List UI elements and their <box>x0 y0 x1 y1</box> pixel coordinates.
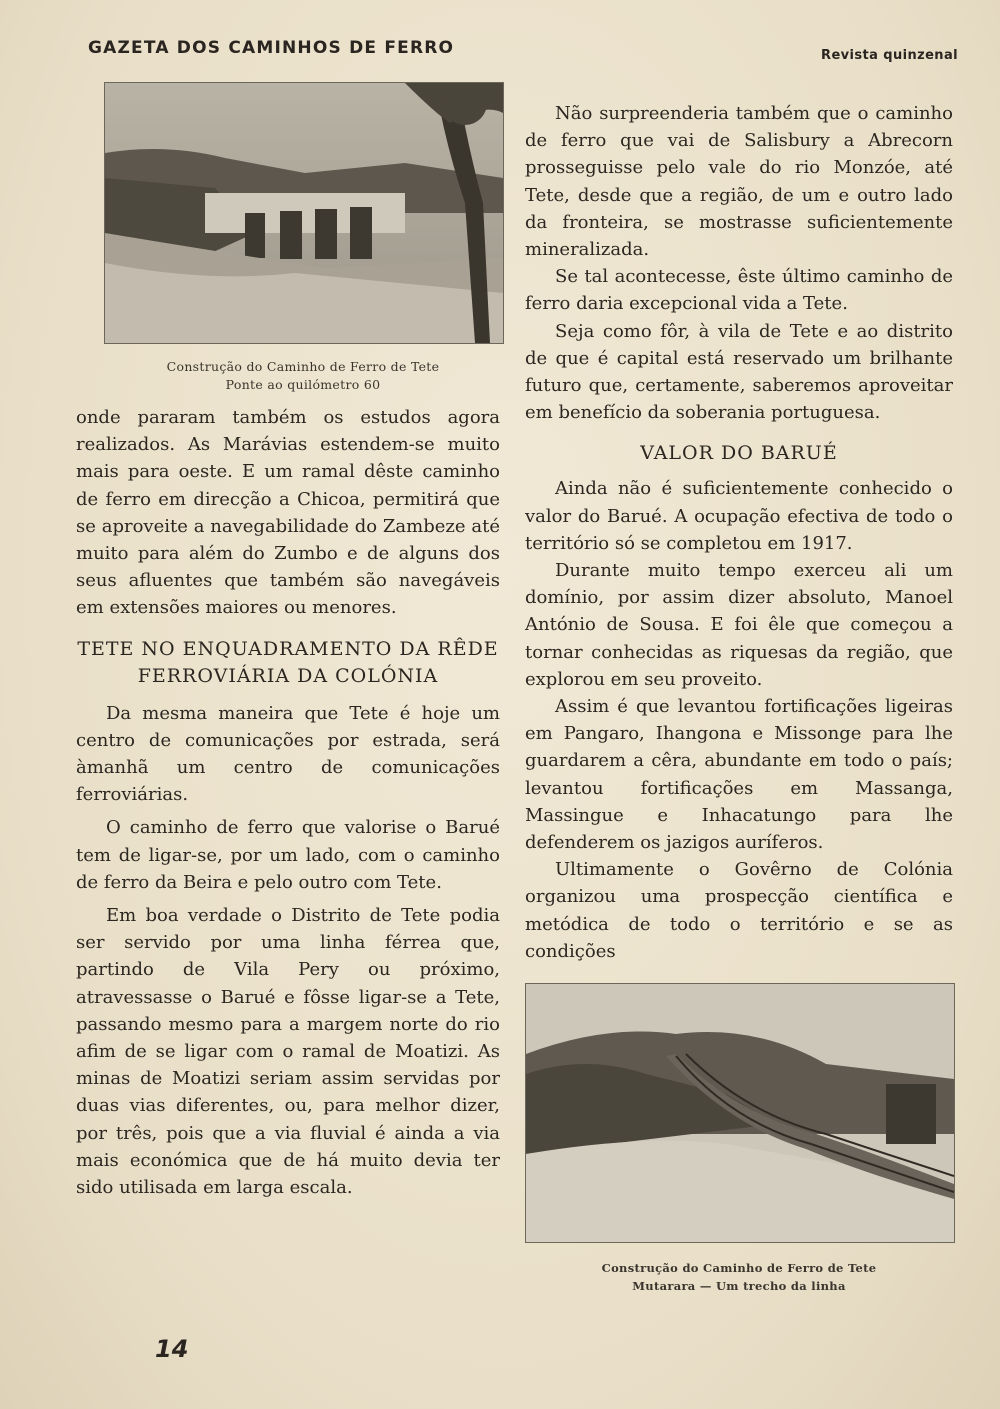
right-paragraph-4: Ainda não é suficientemente conhecido o valor do Barué. A ocupação efectiva de todo o território só se completou em 1917. <box>525 478 953 554</box>
section-heading-barue: VALOR DO BARUÉ <box>640 442 838 465</box>
left-paragraph-3: O caminho de ferro que valorise o Barué tem de ligar-se, por um lado, com o caminho de ferro da Beira e pelo outro com Tete. <box>76 817 500 893</box>
left-column <box>76 82 500 1201</box>
right-paragraph-6: Assim é que levantou fortificações ligeiras em Pangaro, Ihangona e Missonge para lhe guardarem a cêra, abundante em todo o país; levantou fortificações em Massanga, Massingue e Inhacatungo para lhe defenderem os jazigos auríferos. <box>525 696 953 854</box>
section-heading-line1: TETE NO ENQUADRAMENTO DA RÊDE <box>77 637 499 660</box>
left-paragraph-2: Da mesma maneira que Tete é hoje um centro de comunicações por estrada, será àmanhã um centro de comunicações ferroviárias. <box>76 702 500 806</box>
right-paragraph-5: Durante muito tempo exerceu ali um domínio, por assim dizer absoluto, Manoel António de Sousa. E foi êle que começou a tornar conhecidas as riquesas da região, que explorou em seu proveito. <box>525 560 953 690</box>
section-heading-line2: FERROVIÁRIA DA COLÓNIA <box>137 664 439 687</box>
bridge-photo-caption-line1: Construção do Caminho de Ferro de Tete <box>166 359 440 374</box>
bridge-photo-caption-line2: Ponte ao quilómetro 60 <box>225 377 381 392</box>
page-number: 14 <box>155 1335 189 1363</box>
left-paragraph-1: onde pararam também os estudos agora realizados. As Marávias estendem-se muito mais para oeste. E um ramal dêste caminho de ferro em direcção a Chicoa, permitirá que se aproveite a navegabilidade do Zambeze até muito para além do Zumbo e de alguns dos seus afluentes que também são navegáveis em extensões maiores ou menores. <box>76 407 500 619</box>
right-paragraph-7: Ultimamente o Govêrno de Colónia organizou uma prospecção científica e metódica de todo o território e se as condições <box>525 859 953 962</box>
right-paragraph-3: Seja como fôr, à vila de Tete e ao distrito de que é capital está reservado um brilhante futuro que, certamente, saberemos aproveitar em benefício da soberania portuguesa. <box>525 320 953 424</box>
railway-photo-caption-line2: Mutarara — Um trecho da linha <box>632 1279 846 1294</box>
publication-frequency: Revista quinzenal <box>821 48 958 63</box>
right-paragraph-1: Não surpreenderia também que o caminho de ferro que vai de Salisbury a Abrecorn prosseguisse pelo vale do rio Monzóe, até Tete, desde que a região, de um e outro lado da fronteira, se mostrasse suficientemente mineralizada. <box>525 103 953 261</box>
publication-title: GAZETA DOS CAMINHOS DE FERRO <box>88 38 455 58</box>
railway-photo-caption-line1: Construção do Caminho de Ferro de Tete <box>601 1261 877 1276</box>
left-paragraph-4: Em boa verdade o Distrito de Tete podia ser servido por uma linha férrea que, partindo de Vila Pery ou próximo, atravessasse o Barué e fôsse ligar-se a Tete, passando mesmo para a margem norte do rio afim de se ligar com o ramal de Moatizi. As minas de Moatizi seriam assim servidas por duas vias diferentes, ou, para melhor dizer, por três, pois que a via fluvial é ainda a via mais económica que de há muito devia ter sido utilisada em larga escala. <box>76 905 500 1199</box>
right-column <box>525 100 953 1295</box>
bridge-photo <box>104 82 504 344</box>
right-paragraph-2: Se tal acontecesse, êste último caminho de ferro daria excepcional vida a Tete. <box>525 266 953 315</box>
railway-line-photo <box>525 983 955 1243</box>
